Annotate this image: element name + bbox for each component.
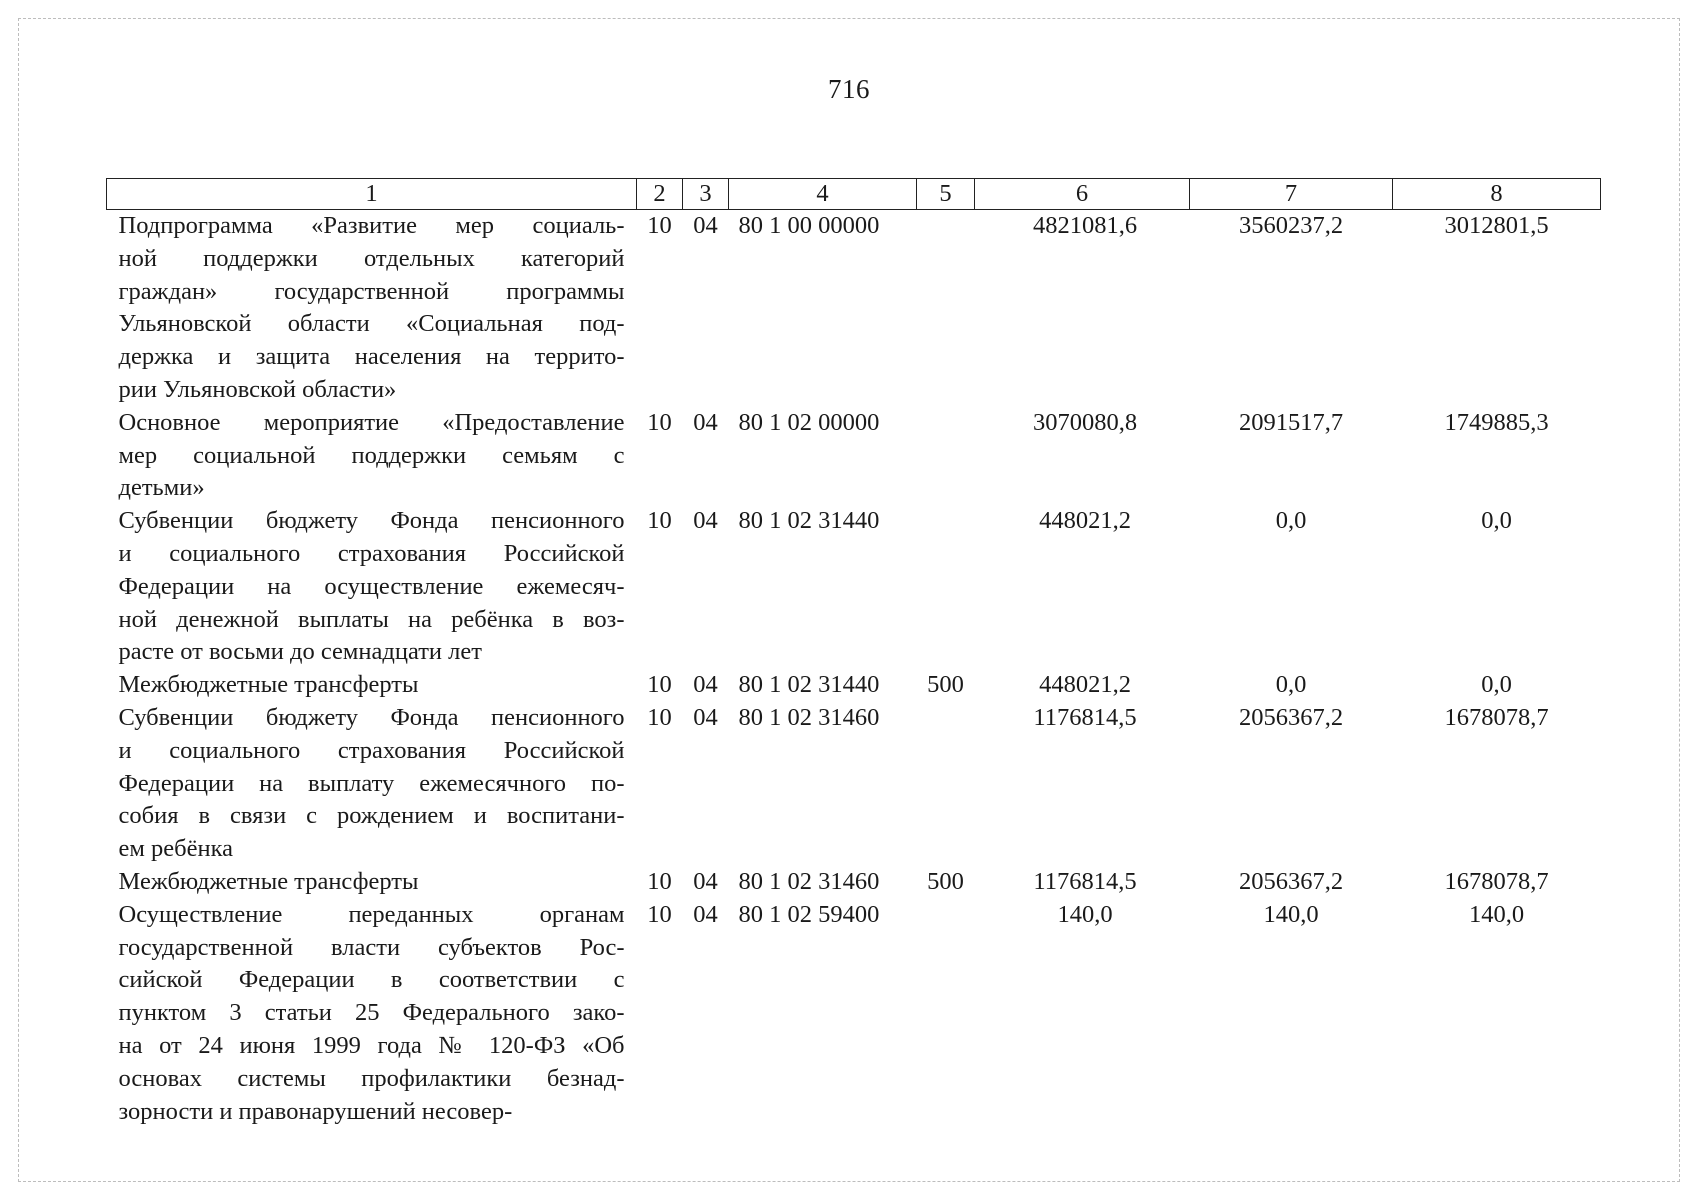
row-name-line: Субвенции бюджету Фонда пенсионного xyxy=(118,703,625,731)
amount-col6-cell: 448021,2 xyxy=(1039,507,1131,535)
amount-col7-cell: 0,0 xyxy=(1275,671,1307,699)
section-cell: 10 xyxy=(647,703,672,731)
row-name-cell xyxy=(107,407,637,505)
amount-col7-cell: 2056367,2 xyxy=(1238,867,1344,895)
row-name-line: ной денежной выплаты на ребёнка в воз- xyxy=(118,605,625,633)
amount-col8-cell: 1678078,7 xyxy=(1444,703,1549,731)
row-name-line: Федерации на выплату ежемесячного по- xyxy=(118,769,625,797)
section-cell: 10 xyxy=(647,671,672,699)
amount-col6-cell: 4821081,6 xyxy=(1032,212,1138,239)
row-name-line: зорности и правонарушений несовер- xyxy=(118,1097,513,1125)
row-name-cell xyxy=(107,210,637,407)
row-name-line: Межбюджетные трансферты xyxy=(118,867,419,895)
row-name-line: на от 24 июня 1999 года № 120-ФЗ «Об xyxy=(118,1031,625,1059)
budget-table-wrapper xyxy=(106,178,1600,1128)
amount-col7-cell: 2056367,2 xyxy=(1238,703,1344,731)
table-row xyxy=(107,407,1601,505)
expense-type-cell xyxy=(917,210,975,407)
row-name-line: граждан» государственной программы xyxy=(118,277,625,305)
expense-type-cell xyxy=(917,702,975,866)
amount-col7-cell: 0,0 xyxy=(1275,507,1307,535)
table-row xyxy=(107,702,1601,866)
amount-col8-cell: 140,0 xyxy=(1468,900,1525,928)
subsection-cell: 04 xyxy=(693,703,718,731)
column-header-7: 7 xyxy=(1190,179,1393,210)
target-article-cell: 80 1 02 00000 xyxy=(738,408,880,436)
row-name-line: расте от восьми до семнадцати лет xyxy=(118,638,482,666)
row-name-line: Ульяновской области «Социальная под- xyxy=(118,310,625,338)
subsection-cell: 04 xyxy=(693,671,718,699)
row-name-line: и социального страхования Российской xyxy=(118,736,625,764)
amount-col6-cell: 1176814,5 xyxy=(1033,703,1137,731)
expense-type-cell xyxy=(917,407,975,505)
amount-col7-cell: 3560237,2 xyxy=(1238,212,1344,239)
amount-col8-cell: 3012801,5 xyxy=(1444,212,1549,239)
amount-col6-cell: 140,0 xyxy=(1057,900,1113,928)
table-row xyxy=(107,899,1601,1129)
subsection-cell: 04 xyxy=(693,212,718,239)
row-name-line: ной поддержки отдельных категорий xyxy=(118,244,625,272)
amount-col6-cell: 1176814,5 xyxy=(1033,867,1137,895)
expense-type-cell xyxy=(917,899,975,1129)
row-name-cell xyxy=(107,866,637,899)
target-article-cell: 80 1 02 31460 xyxy=(738,703,880,731)
page-number: 716 xyxy=(828,74,870,104)
row-name-line: Межбюджетные трансферты xyxy=(118,671,419,699)
expense-type-cell: 500 xyxy=(927,671,964,699)
table-row xyxy=(107,210,1601,407)
row-name-cell xyxy=(107,505,637,669)
amount-col8-cell: 0,0 xyxy=(1481,507,1512,535)
row-name-line: Субвенции бюджету Фонда пенсионного xyxy=(118,507,625,535)
column-header-6: 6 xyxy=(975,179,1190,210)
row-name-line: собия в связи с рождением и воспитани- xyxy=(118,802,625,830)
row-name-cell xyxy=(107,669,637,702)
target-article-cell: 80 1 00 00000 xyxy=(738,212,880,239)
subsection-cell: 04 xyxy=(693,507,718,535)
row-name-line: Федерации на осуществление ежемесяч- xyxy=(118,572,625,600)
row-name-cell xyxy=(107,899,637,1129)
row-name-line: Подпрограмма «Развитие мер социаль- xyxy=(118,212,625,239)
column-header-8: 8 xyxy=(1393,179,1601,210)
amount-col6-cell: 448021,2 xyxy=(1039,671,1131,699)
section-cell: 10 xyxy=(647,212,672,239)
amount-col8-cell: 0,0 xyxy=(1481,671,1512,699)
subsection-cell: 04 xyxy=(693,408,718,436)
row-name-line: ем ребёнка xyxy=(118,835,233,863)
amount-col8-cell: 1678078,7 xyxy=(1444,867,1549,895)
target-article-cell: 80 1 02 31440 xyxy=(738,671,880,699)
row-name-line: держка и защита населения на террито- xyxy=(118,343,625,371)
target-article-cell: 80 1 02 31460 xyxy=(738,867,880,895)
subsection-cell: 04 xyxy=(693,900,718,928)
column-header-5: 5 xyxy=(917,179,975,210)
budget-table xyxy=(106,178,1601,1128)
column-number-header-row xyxy=(107,179,1601,210)
subsection-cell: 04 xyxy=(693,867,718,895)
table-row xyxy=(107,505,1601,669)
row-name-line: государственной власти субъектов Рос- xyxy=(118,933,625,961)
section-cell: 10 xyxy=(647,507,672,535)
column-header-1: 1 xyxy=(107,179,637,210)
row-name-line: пунктом 3 статьи 25 Федерального зако- xyxy=(118,999,625,1027)
column-header-2: 2 xyxy=(637,179,683,210)
amount-col7-cell: 2091517,7 xyxy=(1238,408,1344,436)
amount-col6-cell: 3070080,8 xyxy=(1032,408,1138,436)
section-cell: 10 xyxy=(647,900,672,928)
row-name-line: рии Ульяновской области» xyxy=(118,375,397,403)
table-row xyxy=(107,669,1601,702)
row-name-line: детьми» xyxy=(118,474,205,502)
row-name-line: Осуществление переданных органам xyxy=(118,900,625,928)
table-body xyxy=(107,210,1601,1129)
table-row xyxy=(107,866,1601,899)
row-name-line: Основное мероприятие «Предоставление xyxy=(118,408,625,436)
target-article-cell: 80 1 02 59400 xyxy=(738,900,880,928)
expense-type-cell xyxy=(917,505,975,669)
row-name-cell xyxy=(107,702,637,866)
row-name-line: мер социальной поддержки семьям с xyxy=(118,441,625,469)
section-cell: 10 xyxy=(647,408,672,436)
amount-col8-cell: 1749885,3 xyxy=(1444,408,1549,436)
column-header-4: 4 xyxy=(729,179,917,210)
expense-type-cell: 500 xyxy=(927,867,964,895)
row-name-line: и социального страхования Российской xyxy=(118,539,625,567)
section-cell: 10 xyxy=(647,867,672,895)
target-article-cell: 80 1 02 31440 xyxy=(738,507,880,535)
row-name-line: основах системы профилактики безнад- xyxy=(118,1064,625,1092)
column-header-3: 3 xyxy=(683,179,729,210)
row-name-line: сийской Федерации в соответствии с xyxy=(118,966,625,994)
amount-col7-cell: 140,0 xyxy=(1263,900,1319,928)
